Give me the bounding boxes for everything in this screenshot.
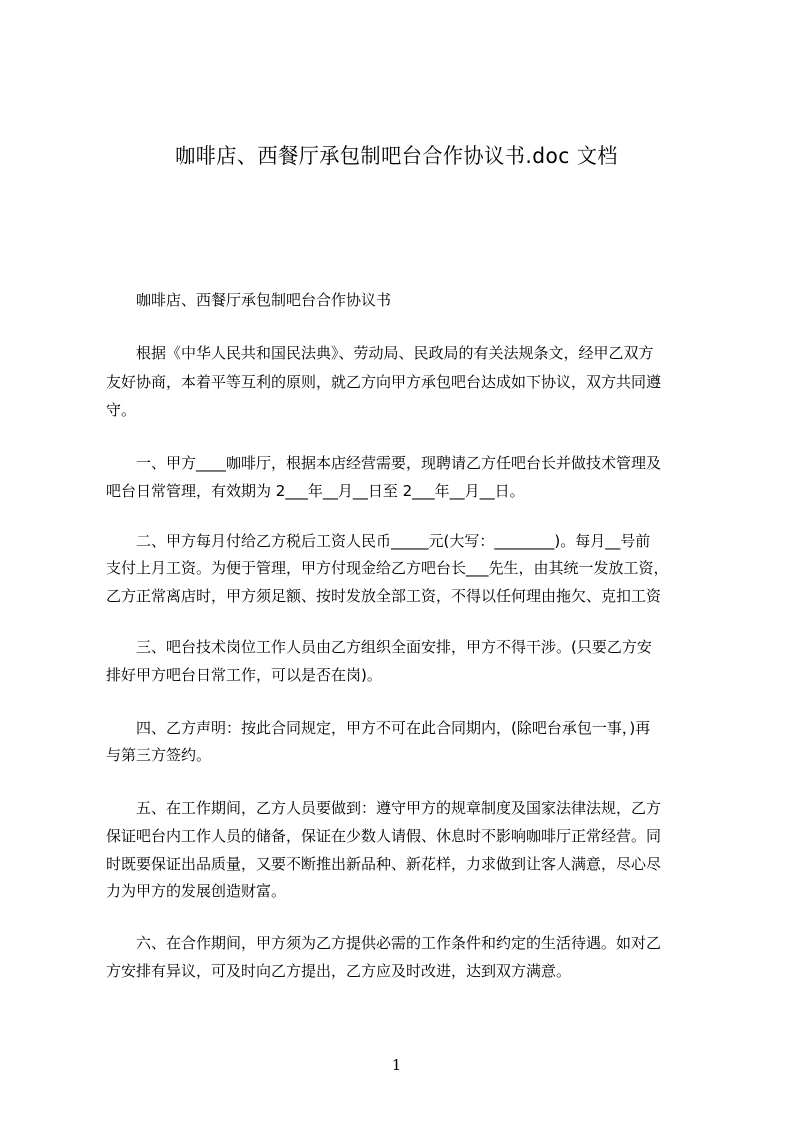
paragraph-line: 三、吧台技术岗位工作人员由乙方组织全面安排，甲方不得干涉。(只要乙方安 [136, 638, 652, 656]
document-title: 咖啡店、西餐厅承包制吧台合作协议书.doc 文档 [175, 144, 618, 168]
paragraph-line: 五、在工作期间，乙方人员要做到：遵守甲方的规章制度及国家法律法规，乙方 [136, 799, 662, 817]
paragraph-line: 支付上月工资。为便于管理，甲方付现金给乙方吧台长___先生，由其统一发放工资， [106, 559, 669, 577]
paragraph-line: 六、在合作期间，甲方须为乙方提供必需的工作条件和约定的生活待遇。如对乙 [136, 934, 662, 952]
page-number: 1 [391, 1056, 402, 1074]
paragraph-line: 吧台日常管理，有效期为 2___年__月__日至 2___年__月__日。 [106, 482, 525, 500]
paragraph-line: 二、甲方每月付给乙方税后工资人民币_____元(大写：________)。每月__号前 [136, 532, 651, 550]
paragraph-line: 四、乙方声明：按此合同规定，甲方不可在此合同期内，(除吧台承包一事，)再 [136, 719, 651, 737]
agreement-subtitle: 咖啡店、西餐厅承包制吧台合作协议书 [136, 291, 392, 309]
paragraph-line: 一、甲方____咖啡厅，根据本店经营需要，现聘请乙方任吧台长并做技术管理及 [136, 454, 662, 472]
paragraph-line: 方安排有异议，可及时向乙方提出，乙方应及时改进，达到双方满意。 [106, 962, 572, 980]
paragraph-line: 根据《中华人民共和国民法典》、劳动局、民政局的有关法规条文，经甲乙双方 [136, 344, 654, 362]
paragraph-line: 排好甲方吧台日常工作，可以是否在岗)。 [106, 666, 382, 684]
paragraph-line: 保证吧台内工作人员的储备，保证在少数人请假、休息时不影响咖啡厅正常经营。同 [106, 827, 662, 845]
paragraph-line: 时既要保证出品质量，又要不断推出新品种、新花样，力求做到让客人满意，尽心尽 [106, 855, 662, 873]
paragraph-line: 乙方正常离店时，甲方须足额、按时发放全部工资，不得以任何理由拖欠、克扣工资 [106, 587, 662, 605]
paragraph-line: 守。 [106, 401, 137, 419]
paragraph-line: 力为甲方的发展创造财富。 [106, 882, 287, 900]
paragraph-line: 友好协商，本着平等互利的原则，就乙方向甲方承包吧台达成如下协议，双方共同遵 [106, 373, 662, 391]
paragraph-line: 与第三方签约。 [106, 746, 212, 764]
